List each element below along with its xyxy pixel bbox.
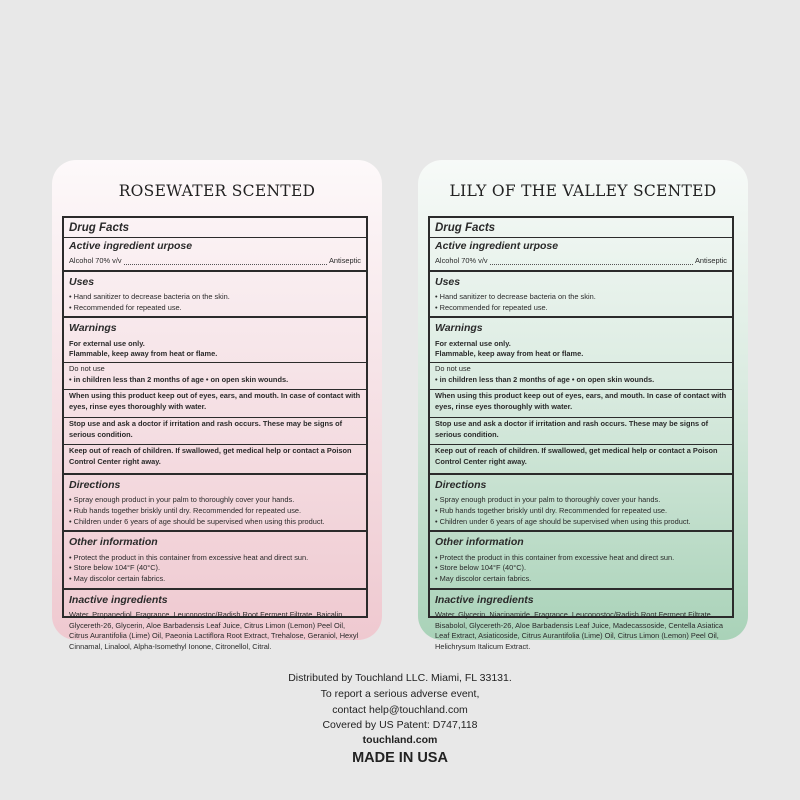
warnings-section	[430, 316, 732, 473]
active-ingredient-heading: Active ingredient urpose	[435, 239, 559, 252]
other-information-item: • Protect the product in this container from excessive heat and direct sun.	[435, 552, 675, 562]
other-information-item: • Protect the product in this container from excessive heat and direct sun.	[69, 552, 309, 562]
directions-section	[430, 473, 732, 530]
directions-item: • Rub hands together briskly until dry. Recommended for repeated use.	[69, 505, 302, 515]
uses-item: • Hand sanitizer to decrease bacteria on the skin.	[69, 291, 230, 301]
do-not-use-detail: • in children less than 2 months of age • on open skin wounds.	[435, 374, 655, 384]
other-information-heading: Other information	[69, 536, 158, 549]
lily-label-card	[418, 160, 748, 652]
report-line: To report a serious adverse event,	[320, 688, 480, 700]
uses-section	[64, 270, 366, 317]
drug-facts-header	[430, 218, 732, 270]
drug-facts-panel	[62, 216, 368, 652]
uses-section	[430, 270, 732, 317]
inactive-ingredients-section	[430, 588, 732, 656]
directions-heading: Directions	[69, 478, 121, 491]
purpose: Antiseptic	[694, 255, 727, 265]
drug-facts-heading: Drug Facts	[435, 222, 496, 234]
directions-heading: Directions	[435, 478, 487, 491]
warning-line: For external use only.	[69, 338, 145, 348]
inactive-ingredients-text: Water, Glycerin, Niacinamide, Fragrance, Leuconostoc/Radish Root Ferment Filtrate, Bisabolol, Glycereth-26, Aloe Barbadensis Leaf Juice, Madecassoside, Centella Asiatica Leaf Extract, Asiaticoside, Citrus Aurantifolia (Lime) Oil, Citrus Limon (Lemon) Peel Oil, Helichrysum Italicum Extract.	[435, 609, 723, 652]
warning-line: Flammable, keep away from heat or flame.	[69, 349, 218, 359]
drug-facts-header	[64, 218, 366, 270]
uses-heading: Uses	[435, 275, 461, 288]
stop-use-block	[64, 417, 366, 442]
other-information-item: • Store below 104°F (40°C).	[435, 563, 527, 573]
warning-line: For external use only.	[435, 338, 511, 348]
do-not-use-label: Do not use	[69, 364, 105, 373]
directions-item: • Rub hands together briskly until dry. Recommended for repeated use.	[435, 505, 668, 515]
do-not-use-block	[430, 362, 732, 387]
active-ingredient-heading: Active ingredient urpose	[69, 239, 193, 252]
other-information-section	[64, 530, 366, 587]
drug-facts-heading: Drug Facts	[69, 222, 130, 234]
uses-item: • Recommended for repeated use.	[69, 302, 182, 312]
do-not-use-label: Do not use	[435, 364, 471, 373]
directions-item: • Spray enough product in your palm to thoroughly cover your hands.	[435, 495, 661, 505]
directions-item: • Children under 6 years of age should be supervised when using this product.	[69, 516, 325, 526]
other-information-heading: Other information	[435, 536, 524, 549]
inactive-ingredients-text: Water, Propanediol, Fragrance, Leuconostoc/Radish Root Ferment Filtrate, Baicalin, Glycereth-26, Glycerin, Aloe Barbadensis Leaf Juice, Citrus Limon (Lemon) Peel Oil, Citrus Aurantifolia (Lime) Oil, Paeonia Lactiflora Root Extract, Trehalose, Geraniol, Hexyl Cinnamal, Linalool, Alpha-Isomethyl Ionone, Citronellol, Citral.	[69, 609, 359, 652]
active-ingredient: Alcohol 70% v/v	[435, 255, 488, 265]
uses-item: • Recommended for repeated use.	[435, 302, 548, 312]
warnings-heading: Warnings	[435, 322, 483, 335]
other-information-item: • Store below 104°F (40°C).	[69, 563, 161, 573]
keep-out-block	[64, 444, 366, 469]
directions-item: • Spray enough product in your palm to thoroughly cover your hands.	[69, 495, 295, 505]
warnings-heading: Warnings	[69, 322, 117, 335]
do-not-use-block	[64, 362, 366, 387]
rosewater-label-card	[52, 160, 382, 652]
other-information-item: • May discolor certain fabrics.	[435, 573, 532, 583]
when-using-block	[430, 389, 732, 414]
stop-use-text: Stop use and ask a doctor if irritation and rash occurs. These may be signs of serious condition.	[69, 418, 343, 439]
contact-line: contact help@touchland.com	[332, 704, 468, 716]
inactive-ingredients-heading: Inactive ingredients	[435, 593, 534, 606]
do-not-use-detail: • in children less than 2 months of age • on open skin wounds.	[69, 374, 289, 384]
keep-out-text: Keep out of reach of children. If swallowed, get medical help or contact a Poison Control Center right away.	[69, 446, 352, 467]
when-using-text: When using this product keep out of eyes, ears, and mouth. In case of contact with eyes, rinse eyes thoroughly with water.	[69, 391, 361, 412]
website-text: touchland.com	[362, 734, 438, 746]
stop-use-text: Stop use and ask a doctor if irritation and rash occurs. These may be signs of serious condition.	[435, 418, 709, 439]
other-information-item: • May discolor certain fabrics.	[69, 573, 166, 583]
active-ingredient: Alcohol 70% v/v	[69, 255, 122, 265]
distributor-line: Distributed by Touchland LLC. Miami, FL 33131.	[288, 672, 512, 684]
keep-out-block	[430, 444, 732, 469]
when-using-text: When using this product keep out of eyes, ears, and mouth. In case of contact with eyes, rinse eyes thoroughly with water.	[435, 391, 727, 412]
warnings-section	[64, 316, 366, 473]
inactive-ingredients-section	[64, 588, 366, 656]
warning-line: Flammable, keep away from heat or flame.	[435, 349, 584, 359]
other-information-section	[430, 530, 732, 587]
active-ingredient-row	[435, 256, 727, 267]
keep-out-text: Keep out of reach of children. If swallowed, get medical help or contact a Poison Control Center right away.	[435, 446, 718, 467]
active-ingredient-row	[69, 256, 361, 267]
drug-facts-panel	[428, 216, 734, 652]
made-in-usa: MADE IN USA	[352, 750, 448, 766]
stop-use-block	[430, 417, 732, 442]
directions-item: • Children under 6 years of age should be supervised when using this product.	[435, 516, 691, 526]
card-title: LILY OF THE VALLEY SCENTED	[449, 182, 717, 200]
uses-heading: Uses	[69, 275, 95, 288]
purpose: Antiseptic	[328, 255, 361, 265]
uses-item: • Hand sanitizer to decrease bacteria on the skin.	[435, 291, 596, 301]
when-using-block	[64, 389, 366, 414]
patent-line: Covered by US Patent: D747,118	[322, 719, 478, 731]
directions-section	[64, 473, 366, 530]
card-title: ROSEWATER SCENTED	[118, 182, 316, 200]
inactive-ingredients-heading: Inactive ingredients	[69, 593, 168, 606]
